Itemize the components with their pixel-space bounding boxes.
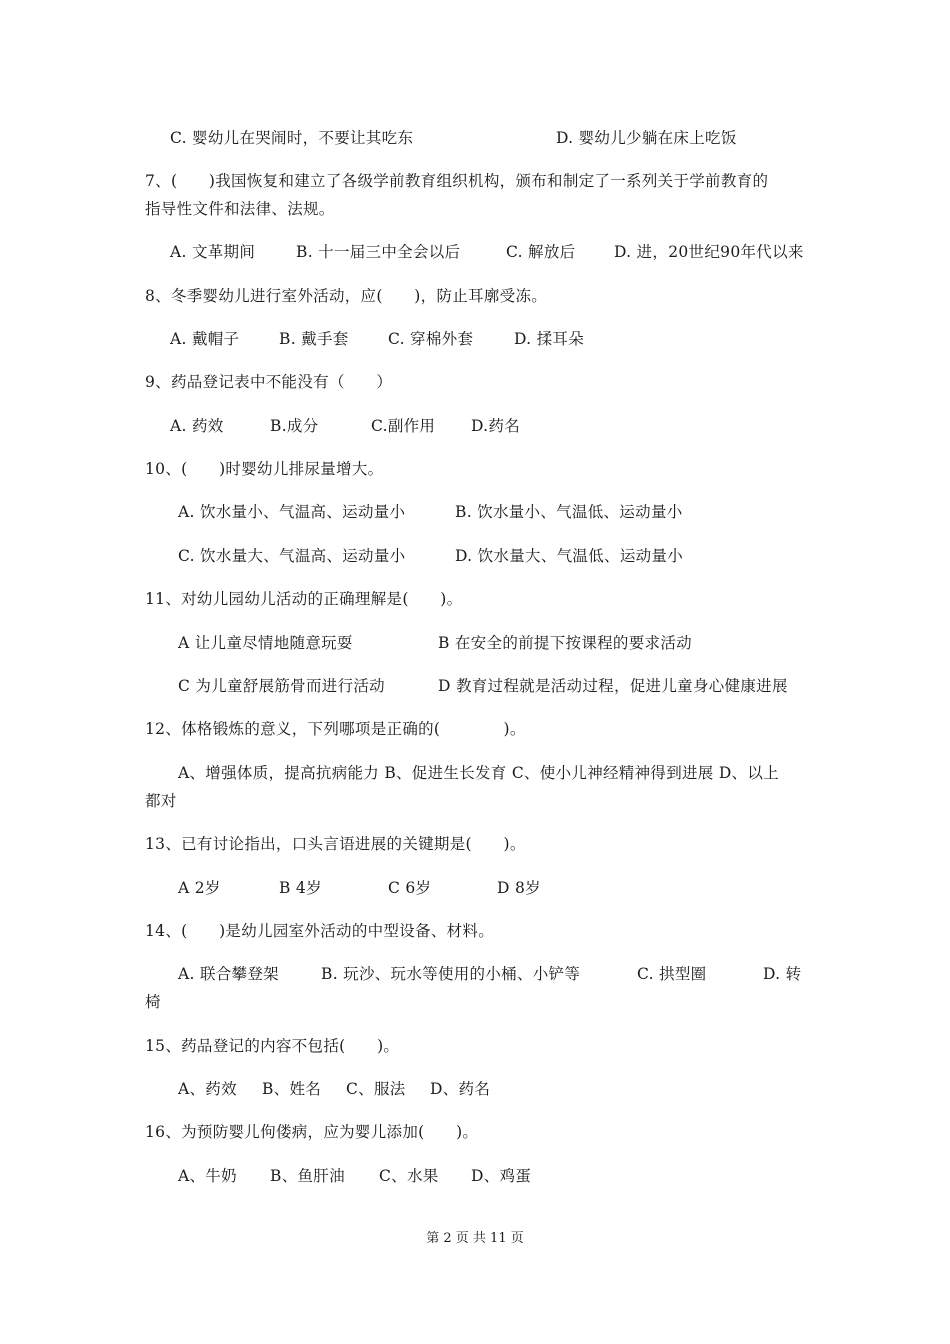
q15-option-a: A、药效: [178, 1080, 237, 1098]
q7-option-a: A. 文革期间: [170, 243, 256, 261]
q16-option-a: A、牛奶: [178, 1167, 237, 1185]
q14-option-b: B. 玩沙、玩水等使用的小桶、小铲等: [321, 965, 581, 983]
q14-option-a: A. 联合攀登架: [178, 965, 279, 983]
q8-option-d: D. 揉耳朵: [514, 330, 585, 348]
q10-option-c: C. 饮水量大、气温高、运动量小: [178, 547, 406, 565]
q14-stem: 14、( )是幼儿园室外活动的中型设备、材料。: [145, 922, 495, 940]
q9-option-b: B.成分: [270, 417, 319, 435]
q7-option-b: B. 十一届三中全会以后: [296, 243, 461, 261]
q11-stem: 11、对幼儿园幼儿活动的正确理解是( )。: [145, 590, 463, 608]
q10-stem: 10、( )时婴幼儿排尿量增大。: [145, 460, 384, 478]
q10-option-b: B. 饮水量小、气温低、运动量小: [455, 503, 683, 521]
q16-option-d: D、鸡蛋: [471, 1167, 532, 1185]
q9-stem: 9、药品登记表中不能没有（ ）: [145, 373, 393, 391]
page-number-footer: 第 2 页 共 11 页: [426, 1231, 524, 1246]
q13-option-c: C 6岁: [388, 879, 432, 897]
q14-option-d: D. 转: [763, 965, 802, 983]
q7-option-d: D. 进，20世纪90年代以来: [614, 243, 804, 261]
q12-options-line1: A、增强体质，提高抗病能力 B、促进生长发育 C、使小儿神经精神得到进展 D、以上: [178, 764, 779, 782]
q12-stem: 12、体格锻炼的意义，下列哪项是正确的( )。: [145, 720, 526, 738]
q10-option-d: D. 饮水量大、气温低、运动量小: [455, 547, 684, 565]
q11-option-a: A 让儿童尽情地随意玩耍: [178, 634, 353, 652]
q13-stem: 13、已有讨论指出，口头言语进展的关键期是( )。: [145, 835, 526, 853]
q14-option-d-cont: 椅: [145, 993, 161, 1011]
q8-option-b: B. 戴手套: [279, 330, 349, 348]
q16-option-c: C、水果: [379, 1167, 439, 1185]
q6-option-d: D. 婴幼儿少躺在床上吃饭: [556, 129, 737, 147]
q7-option-c: C. 解放后: [506, 243, 576, 261]
q10-option-a: A. 饮水量小、气温高、运动量小: [178, 503, 406, 521]
q9-option-c: C.副作用: [371, 417, 436, 435]
q14-option-c: C. 拱型圈: [637, 965, 707, 983]
q8-option-a: A. 戴帽子: [170, 330, 240, 348]
q8-option-c: C. 穿棉外套: [388, 330, 474, 348]
q13-option-b: B 4岁: [279, 879, 322, 897]
q11-option-c: C 为儿童舒展筋骨而进行活动: [178, 677, 385, 695]
q13-option-a: A 2岁: [178, 879, 221, 897]
q13-option-d: D 8岁: [497, 879, 541, 897]
q9-option-a: A. 药效: [170, 417, 224, 435]
q6-option-c: C. 婴幼儿在哭闹时，不要让其吃东: [170, 129, 414, 147]
q11-option-d: D 教育过程就是活动过程，促进儿童身心健康进展: [438, 677, 788, 695]
q15-option-d: D、药名: [430, 1080, 491, 1098]
q15-option-b: B、姓名: [262, 1080, 322, 1098]
q15-option-c: C、服法: [346, 1080, 406, 1098]
q15-stem: 15、药品登记的内容不包括( )。: [145, 1037, 400, 1055]
q9-option-d: D.药名: [471, 417, 521, 435]
q12-options-line2: 都对: [145, 792, 177, 810]
q16-stem: 16、为预防婴儿佝偻病，应为婴儿添加( )。: [145, 1123, 479, 1141]
q11-option-b: B 在安全的前提下按课程的要求活动: [438, 634, 692, 652]
q7-stem-line1: 7、( )我国恢复和建立了各级学前教育组织机构，颁布和制定了一系列关于学前教育的: [145, 172, 769, 190]
q7-stem-line2: 指导性文件和法律、法规。: [145, 200, 335, 218]
q16-option-b: B、鱼肝油: [270, 1167, 345, 1185]
q8-stem: 8、冬季婴幼儿进行室外活动，应( )，防止耳廓受冻。: [145, 287, 548, 305]
